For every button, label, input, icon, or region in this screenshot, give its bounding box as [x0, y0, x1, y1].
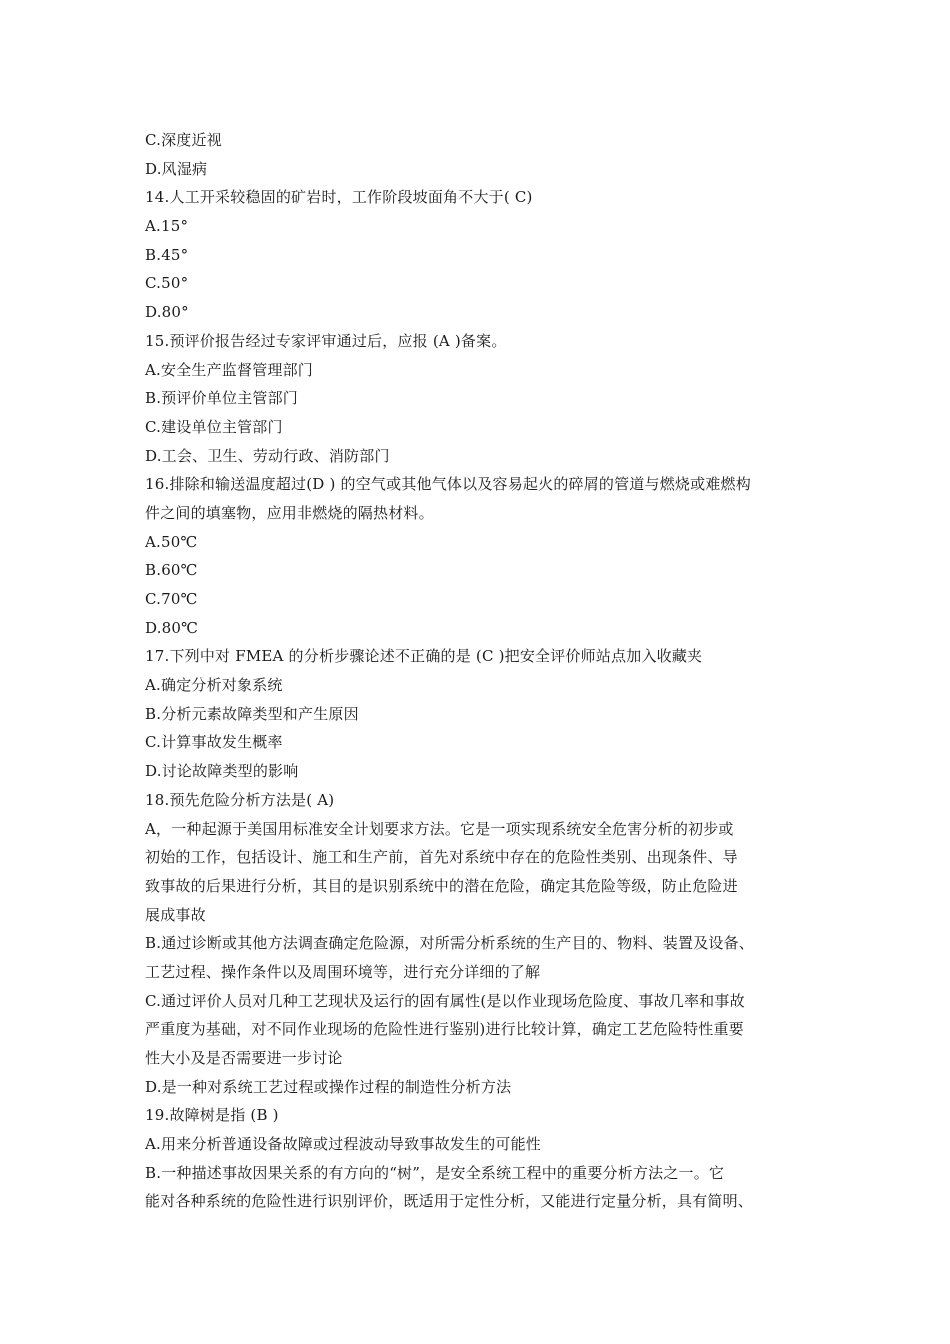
text-line: C.50° [145, 274, 189, 293]
text-line: A.15° [145, 217, 189, 236]
text-line: A.用来分析普通设备故障或过程波动导致事故发生的可能性 [145, 1135, 542, 1154]
text-line: B.通过诊断或其他方法调查确定危险源，对所需分析系统的生产目的、物料、装置及设备、 [145, 934, 754, 953]
question-19: 19.故障树是指 (B ) [145, 1106, 279, 1125]
text-line: B.分析元素故障类型和产生原因 [145, 704, 359, 723]
text-line: C.建设单位主管部门 [145, 417, 283, 436]
text-line: A，一种起源于美国用标准安全计划要求方法。它是一项实现系统安全危害分析的初步或 [145, 819, 734, 838]
text-line: C.通过评价人员对几种工艺现状及运行的固有属性(是以作业现场危险度、事故几率和事故 [145, 991, 745, 1010]
text-line: D.讨论故障类型的影响 [145, 762, 299, 781]
text-line: B.一种描述事故因果关系的有方向的“树”，是安全系统工程中的重要分析方法之一。它 [145, 1163, 725, 1182]
text-line: 严重度为基础，对不同作业现场的危险性进行鉴别)进行比较计算，确定工艺危险特性重要 [145, 1020, 744, 1039]
text-line: B.60℃ [145, 561, 198, 580]
question-14: 14.人工开采较稳固的矿岩时，工作阶段坡面角不大于( C) [145, 188, 533, 207]
question-16: 16.排除和输送温度超过(D ) 的空气或其他气体以及容易起火的碎屑的管道与燃烧或难燃构 [145, 475, 751, 494]
text-line: A.确定分析对象系统 [145, 676, 283, 695]
text-line: D.工会、卫生、劳动行政、消防部门 [145, 446, 390, 465]
text-line: C.计算事故发生概率 [145, 733, 283, 752]
question-18: 18.预先危险分析方法是( A) [145, 790, 335, 809]
text-line: B.45° [145, 245, 189, 264]
text-line: B.预评价单位主管部门 [145, 389, 298, 408]
document-page [145, 126, 815, 1216]
text-line: 初始的工作，包括设计、施工和生产前，首先对系统中存在的危险性类别、出现条件、导 [145, 848, 738, 867]
text-line: 性大小及是否需要进一步讨论 [145, 1049, 343, 1067]
text-line: 能对各种系统的危险性进行识别评价，既适用于定性分析，又能进行定量分析，具有简明、 [145, 1192, 754, 1211]
text-line: A.安全生产监督管理部门 [145, 360, 314, 379]
text-line: C.70℃ [145, 590, 198, 608]
text-line: A.50℃ [145, 532, 198, 551]
question-17: 17.下列中对 FMEA 的分析步骤论述不正确的是 (C )把安全评价师站点加入收藏夹 [145, 647, 703, 666]
text-line: D.80℃ [145, 618, 199, 637]
text-line: 展成事故 [145, 905, 206, 924]
text-line: 工艺过程、操作条件以及周围环境等，进行充分详细的了解 [145, 962, 541, 981]
text-line: 致事故的后果进行分析，其目的是识别系统中的潜在危险，确定其危险等级，防止危险进 [145, 876, 738, 895]
question-15: 15.预评价报告经过专家评审通过后，应报 (A )备案。 [145, 331, 507, 350]
text-line: C.深度近视 [145, 131, 222, 149]
text-line: D.是一种对系统工艺过程或操作过程的制造性分析方法 [145, 1077, 512, 1096]
text-line: D.80° [145, 303, 189, 322]
text-line: 件之间的填塞物，应用非燃烧的隔热材料。 [145, 503, 434, 522]
text-line: D.风湿病 [145, 159, 208, 178]
